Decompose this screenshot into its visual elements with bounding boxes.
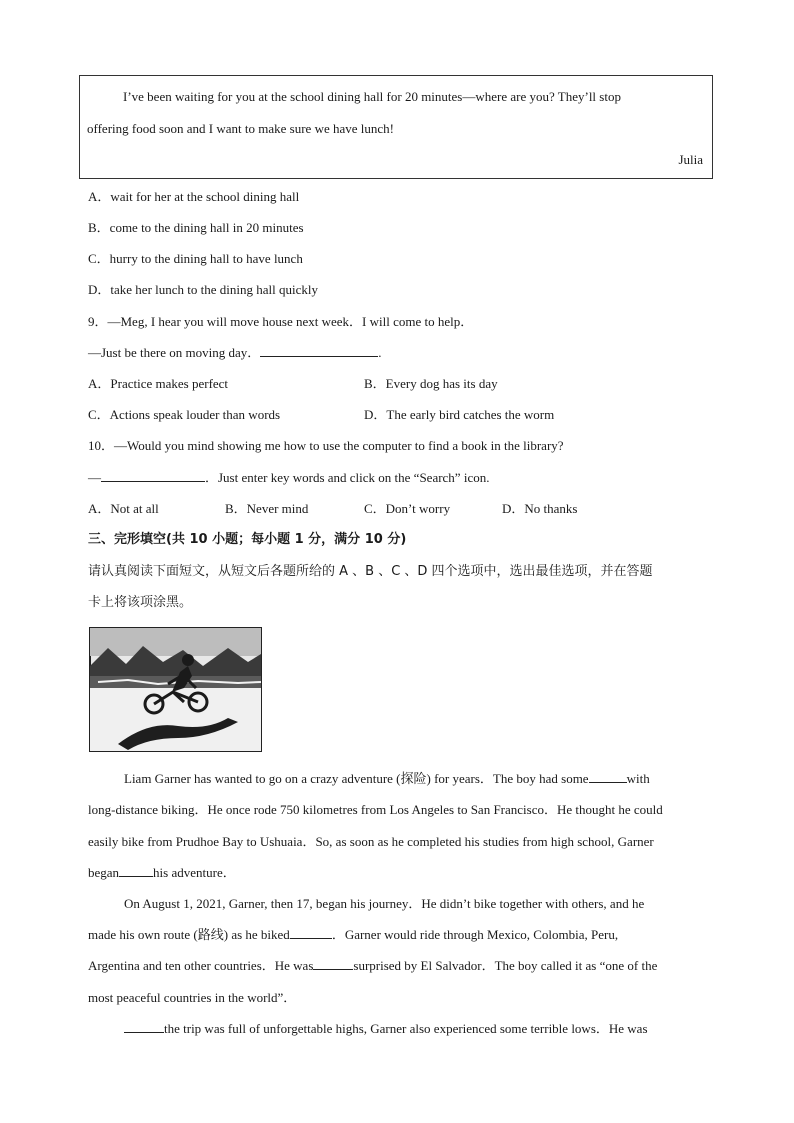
cloze-blank (313, 957, 353, 970)
q8-option-b: B．come to the dining hall in 20 minutes (88, 220, 304, 235)
passage-p1-line-4: began his adventure． (88, 865, 236, 880)
q8-option-c: C．hurry to the dining hall to have lunch (88, 251, 303, 266)
section-instruction-line-1: 请认真阅读下面短文，从短文后各题所给的 A 、B 、C 、D 四个选项中，选出最佳选项，并在答题 (88, 564, 653, 579)
note-line-1: I’ve been waiting for you at the school dining hall for 20 minutes—where are you? They’ll stop (123, 89, 621, 104)
q10-reply: — ．Just enter key words and click on the “Search” icon. (88, 470, 490, 485)
passage-p2-line-4: most peaceful countries in the world”． (88, 990, 297, 1005)
q10-option-a: A．Not at all (88, 501, 159, 516)
q9-option-a: A．Practice makes perfect (88, 376, 229, 391)
passage-p1-line-2: long-distance biking．He once rode 750 kilometres from Los Angeles to San Francisco．He thought he could (88, 802, 663, 817)
note-signature: Julia (678, 152, 703, 167)
q9-option-c: C．Actions speak louder than words (88, 407, 281, 422)
q9-reply: —Just be there on moving day． . (88, 345, 382, 360)
note-line-2: offering food soon and I want to make sure we have lunch! (87, 121, 394, 136)
q10-option-b: B．Never mind (225, 501, 309, 516)
cyclist-photo (88, 626, 263, 753)
passage-p2-line-3: Argentina and ten other countries．He was surprised by El Salvador．The boy called it as “one of the (88, 958, 658, 973)
cloze-blank (290, 926, 332, 939)
passage-p1-line-1: Liam Garner has wanted to go on a crazy adventure (探险) for years．The boy had some with (124, 771, 650, 786)
section-title: 三、完形填空(共 10 小题；每小题 1 分，满分 10 分) (88, 532, 407, 547)
q8-option-d: D．take her lunch to the dining hall quickly (88, 282, 318, 297)
cloze-blank (124, 1020, 164, 1033)
cloze-blank (589, 770, 627, 783)
passage-p3-line-1: the trip was full of unforgettable highs, Garner also experienced some terrible lows．He was (124, 1020, 648, 1038)
answer-blank (101, 469, 205, 482)
section-instruction-line-2: 卡上将该项涂黑。 (88, 595, 193, 610)
passage-p1-line-3: easily bike from Prudhoe Bay to Ushuaia．So, as soon as he completed his studies from high school, Garner (88, 834, 654, 849)
q9-stem: 9．—Meg, I hear you will move house next week．I will come to help． (88, 314, 474, 329)
q9-option-d: D．The early bird catches the worm (364, 407, 555, 422)
passage-p2-line-2: made his own route (路线) as he biked ．Garner would ride through Mexico, Colombia, Peru, (88, 927, 619, 942)
note-box (79, 75, 713, 179)
passage-p2-line-1: On August 1, 2021, Garner, then 17, began his journey．He didn’t bike together with others, and he (124, 896, 645, 911)
answer-blank (260, 344, 378, 357)
q9-option-b: B．Every dog has its day (364, 376, 498, 391)
cloze-blank (119, 864, 153, 877)
q10-stem: 10．—Would you mind showing me how to use the computer to find a book in the library? (88, 438, 564, 453)
q8-option-a: A．wait for her at the school dining hall (88, 189, 300, 204)
q10-option-d: D．No thanks (502, 501, 578, 516)
q10-option-c: C．Don’t worry (364, 501, 451, 516)
